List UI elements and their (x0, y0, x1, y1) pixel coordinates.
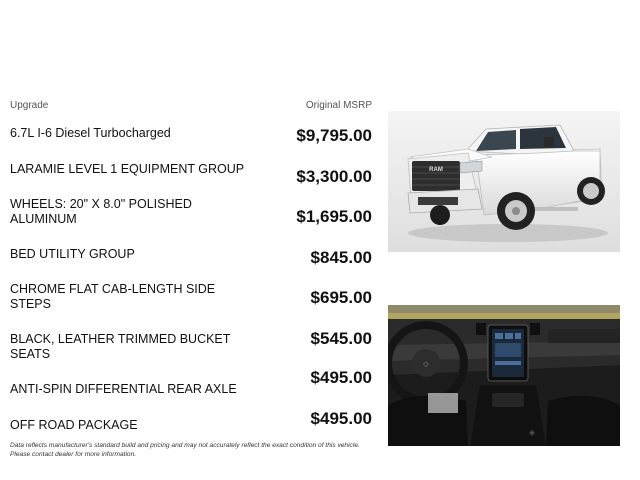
option-price: $1,695.00 (296, 207, 372, 226)
option-price: $9,795.00 (296, 126, 372, 145)
ram-grille-logo: RAM (429, 167, 443, 173)
option-price: $3,300.00 (296, 167, 372, 186)
option-name: BED UTILITY GROUP (10, 247, 135, 261)
option-price: $495.00 (310, 409, 372, 428)
option-name: WHEELS: 20" X 8.0" POLISHED ALUMINUM (10, 197, 192, 226)
option-price: $545.00 (310, 329, 372, 348)
option-row (10, 197, 372, 237)
option-name: ANTI-SPIN DIFFERENTIAL REAR AXLE (10, 382, 237, 396)
option-name: BLACK, LEATHER TRIMMED BUCKET SEATS (10, 332, 231, 361)
header-msrp-label: Original MSRP (305, 100, 372, 111)
option-name: LARAMIE LEVEL 1 EQUIPMENT GROUP (10, 162, 245, 176)
option-row (10, 329, 372, 372)
option-name: CHROME FLAT CAB-LENGTH SIDE STEPS (10, 282, 216, 311)
option-name: OFF ROAD PACKAGE (10, 418, 138, 432)
svg-text:◇: ◇ (423, 361, 429, 368)
svg-text:◈: ◈ (528, 428, 536, 437)
option-row (10, 247, 372, 287)
option-price: $695.00 (310, 288, 372, 307)
truck-interior-photo (388, 305, 620, 446)
option-name: 6.7L I-6 Diesel Turbocharged (10, 126, 171, 140)
truck-exterior-photo (388, 111, 620, 252)
option-price: $845.00 (310, 248, 372, 267)
option-row (10, 282, 372, 322)
header-upgrade-label: Upgrade (10, 100, 49, 111)
option-price: $495.00 (310, 368, 372, 387)
option-row (10, 122, 372, 162)
option-row (10, 162, 372, 202)
disclaimer-text: Data reflects manufacturer's standard build and pricing and may not accurately reflect the exact condition of this vehicle. Please contact dealer for more information. (10, 442, 360, 458)
